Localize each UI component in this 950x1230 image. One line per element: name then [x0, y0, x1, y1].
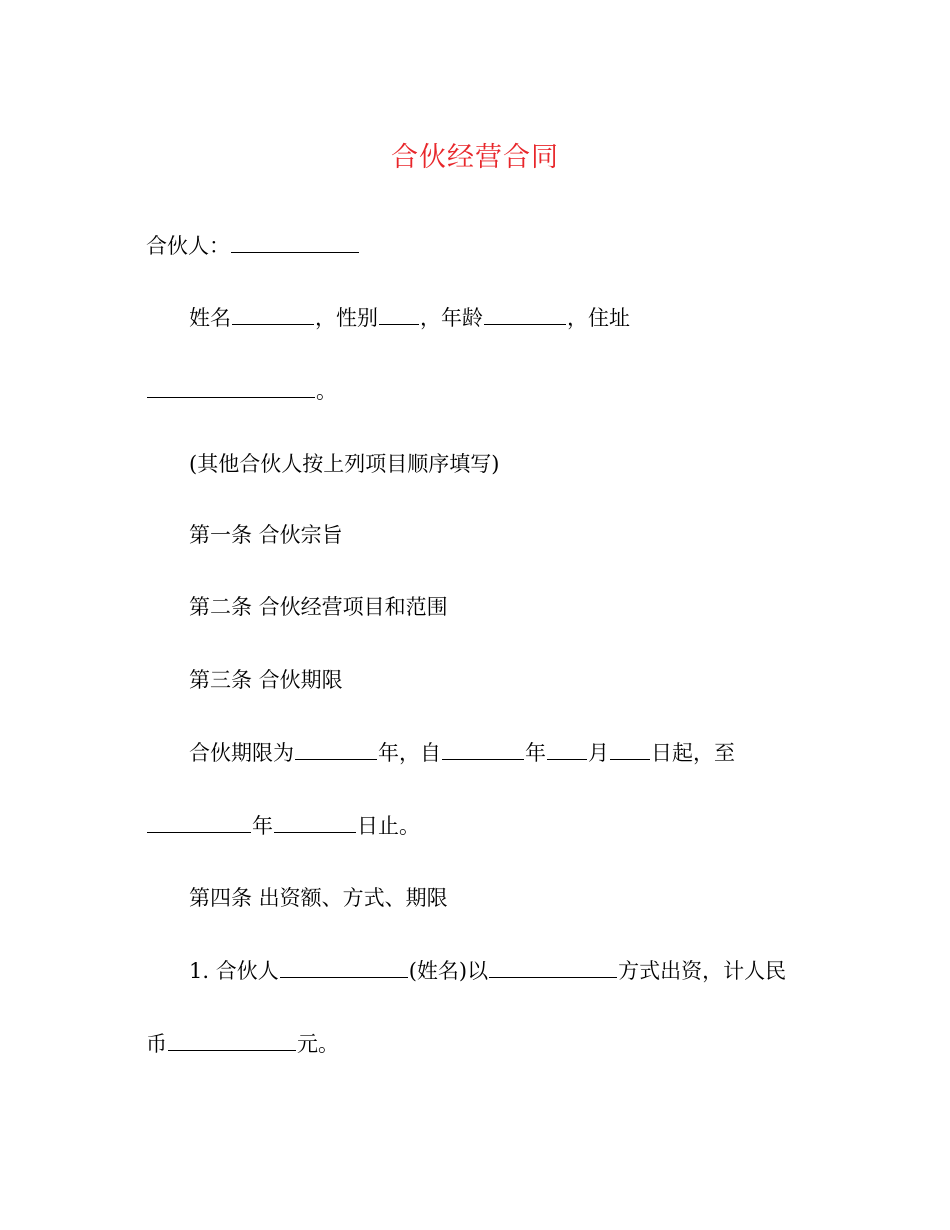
term-prefix: 合伙期限为: [189, 741, 294, 765]
address-blank: [147, 375, 315, 398]
start-day-blank: [610, 737, 650, 760]
item1-amount-blank: [168, 1028, 296, 1051]
name-label: 姓名: [189, 306, 231, 330]
term-years-blank: [295, 737, 377, 760]
partner-info-line: [189, 301, 630, 335]
term-year-from: 年，自: [378, 741, 441, 765]
item1-method: 方式出资，计人民: [618, 959, 787, 983]
start-year-label: 年: [525, 741, 546, 765]
end-day-label: 日止。: [357, 814, 420, 838]
item1-name-note: (姓名)以: [408, 959, 489, 983]
item1-name-blank: [280, 955, 408, 978]
gender-blank: [379, 302, 419, 325]
address-period: 。: [316, 379, 337, 403]
note-line: (其他合伙人按上列项目顺序填写): [189, 452, 500, 476]
start-month-blank: [547, 737, 587, 760]
end-year-blank: [147, 810, 251, 833]
partner-blank: [231, 230, 359, 253]
end-year-label: 年: [252, 814, 273, 838]
address-line: [146, 374, 337, 408]
article-3-heading: 第三条 合伙期限: [189, 668, 343, 692]
gender-label: ，性别: [315, 306, 378, 330]
end-month-blank: [274, 810, 356, 833]
start-year-blank: [442, 737, 524, 760]
document-title: 合伙经营合同: [391, 142, 559, 173]
partner-line: [146, 229, 360, 263]
item1-prefix: 1. 合伙人: [189, 959, 279, 983]
article-1-heading: 第一条 合伙宗旨: [189, 523, 343, 547]
start-month-label: 月: [588, 741, 609, 765]
partner-label: 合伙人：: [146, 234, 230, 258]
term-end-line: [146, 809, 420, 843]
article-2-heading: 第二条 合伙经营项目和范围: [189, 595, 448, 619]
item1-currency: 币: [146, 1032, 167, 1056]
article-4-heading: 第四条 出资额、方式、期限: [189, 886, 448, 910]
age-label: ，年龄: [420, 306, 483, 330]
start-day-label: 日起，至: [651, 741, 735, 765]
contribution-item-1-cont: [146, 1027, 339, 1061]
item1-end: 元。: [297, 1032, 339, 1056]
item1-method-blank: [489, 955, 617, 978]
term-line: [189, 736, 735, 770]
age-blank: [484, 302, 566, 325]
name-blank: [232, 302, 314, 325]
address-label: ，住址: [567, 306, 630, 330]
contribution-item-1: [189, 954, 786, 988]
